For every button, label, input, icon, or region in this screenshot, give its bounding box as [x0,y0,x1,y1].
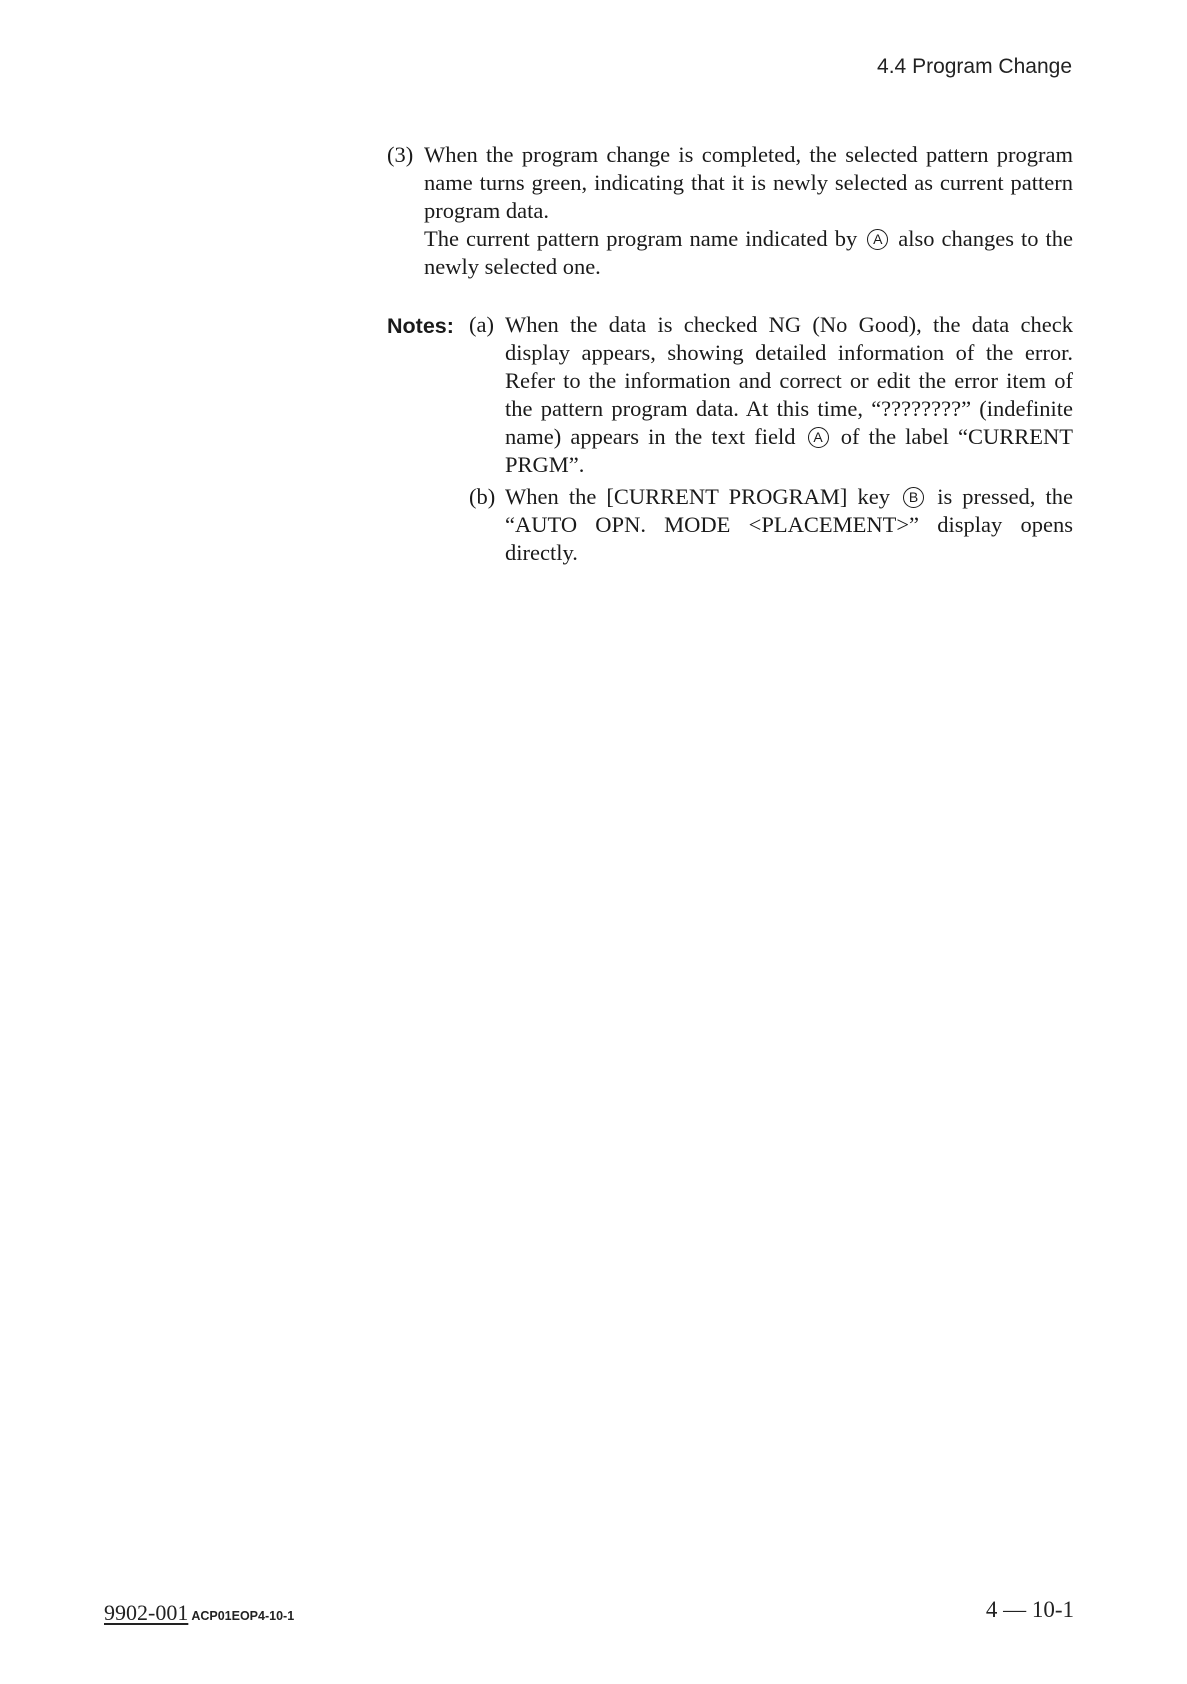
document-number: 9902-001 [104,1600,189,1625]
item-3-paragraph-1: When the program change is completed, the selected pattern program name turns green, indicating that it is newly selected as current pattern program data. [424,142,1073,223]
paragraph-2-text-after: also changes to the newly selected one. [424,226,1074,279]
circled-a-marker: A [867,229,888,250]
item-3-content [424,141,1073,281]
page-number: 4 — 10-1 [985,1597,1074,1622]
note-b [469,483,1074,567]
note-b-letter: (b) [469,484,496,509]
section-header: 4.4 Program Change [877,55,1072,78]
item-number: (3) [387,142,414,167]
note-a [469,311,1074,479]
notes-section [387,311,1073,567]
note-a-text-before: When the data is checked NG (No Good), the data check display appears, showing detailed information of the error. Refer to the information and correct or edit the error item of the pattern program data. At this time, “????????” (indefinite name) appears in the text field [505,312,1073,449]
item-3 [387,141,1073,281]
notes-label: Notes: [387,314,454,338]
note-a-text-after: of the label “CURRENT PRGM”. [505,424,1074,477]
paragraph-2-text-before: The current pattern program name indicated by [424,226,858,251]
document-code: ACP01EOP4-10-1 [191,1609,295,1623]
footer-document-id [104,1600,294,1626]
circled-b-marker: B [903,487,924,508]
circled-a-marker: A [808,427,829,448]
note-b-text-after: is pressed, the “AUTO OPN. MODE <PLACEMENT>” display opens directly. [505,484,1074,565]
note-a-letter: (a) [469,312,494,337]
item-3-paragraph-2 [424,225,1073,281]
note-b-text-before: When the [CURRENT PROGRAM] key [505,484,890,509]
